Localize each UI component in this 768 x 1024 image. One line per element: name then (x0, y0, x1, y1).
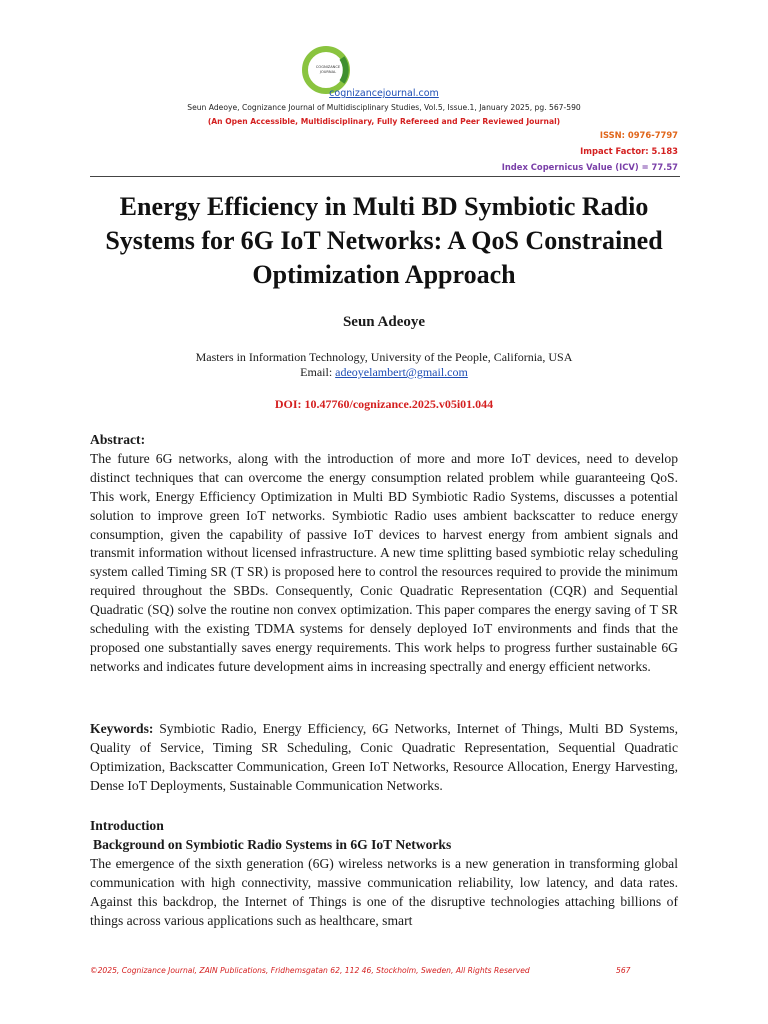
abstract-section (90, 431, 678, 677)
svg-text:JOURNAL: JOURNAL (319, 70, 337, 74)
issn: ISSN: 0976-7797 (599, 130, 678, 140)
paper-title: Energy Efficiency in Multi BD Symbiotic Radio Systems for 6G IoT Networks: A QoS Constrained Optimization Approach (105, 192, 663, 289)
email-label: Email: (300, 365, 333, 379)
page-footer (90, 966, 678, 975)
abstract-text: The future 6G networks, along with the introduction of more and more IoT devices, need to develop distinct techniques that can overcome the energy consumption related problem while guaranteeing QoS. This work, Energy Efficiency Optimization in Multi BD Symbiotic Radio Systems, discusses a potential solution to improve green IoT networks. Symbiotic Radio uses ambient backscatter to reduce energy consumption, given the capability of passive IoT devices to harvest energy from ambient signals and transmit information without licensed infrastructure. A new time splitting based symbiotic relay scheduling system called Timing SR (T SR) is proposed here to control the resources required to provide the minimum required throughout the SBDs. Consequently, Conic Quadratic Representation (CQR) and Sequential Quadratic (SQ) solve the routine non convex optimization. This paper compares the energy saving of T SR scheduling with the existing TDMA systems for densely deployed IoT environments and finds that the proposed one substantially saves energy requirements. This work helps to progress further sustainable 6G networks and indicates future development aims in increasing spectrally and energy efficient networks. (90, 450, 678, 674)
affiliation-block (0, 350, 768, 380)
email-line (0, 365, 768, 380)
citation-line: Seun Adeoye, Cognizance Journal of Multidisciplinary Studies, Vol.5, Issue.1, January 2025, pg. 567-590 (187, 103, 581, 112)
introduction-text: The emergence of the sixth generation (6G) wireless networks is a new generation in transforming global communication with high connectivity, massive communication reliability, low latency, and data rates. Against this backdrop, the Internet of Things is one of the disruptive technologies attaching billions of things across various applications such as healthcare, smart (90, 855, 678, 928)
introduction-section (90, 817, 678, 930)
logo-text: COGNIZANCE (315, 65, 341, 69)
page-number: 567 (616, 966, 631, 975)
icv-value: Index Copernicus Value (ICV) = 77.57 (501, 162, 678, 172)
header-divider (90, 176, 680, 177)
impact-factor: Impact Factor: 5.183 (580, 146, 678, 156)
author-name: Seun Adeoye (342, 314, 426, 330)
introduction-heading: Introduction (90, 818, 164, 833)
journal-logo (302, 46, 360, 94)
keywords-heading: Keywords: (90, 721, 154, 736)
open-access-note: (An Open Accessible, Multidisciplinary, Fully Refereed and Peer Reviewed Journal) (207, 117, 561, 126)
email-link[interactable]: adeoyelambert@gmail.com (335, 365, 468, 379)
doi[interactable]: DOI: 10.47760/cognizance.2025.v05i01.044 (274, 397, 494, 411)
keywords-section (90, 720, 678, 796)
introduction-subheading: Background on Symbiotic Radio Systems in 6G IoT Networks (93, 836, 452, 852)
keywords-text: Symbiotic Radio, Energy Efficiency, 6G Networks, Internet of Things, Multi BD Systems, Quality of Service, Timing SR Scheduling, Conic Quadratic Representation, Sequential Quadratic Optimization, Backscatter Communication, Green IoT Networks, Resource Allocation, Energy Harvesting, Dense IoT Deployments, Sustainable Communication Networks. (90, 721, 678, 793)
affiliation: Masters in Information Technology, University of the People, California, USA (195, 350, 573, 364)
journal-site-link[interactable]: cognizancejournal.com (329, 88, 439, 99)
footer-copyright: ©2025, Cognizance Journal, ZAIN Publications, Fridhemsgatan 62, 112 46, Stockholm, Sweden, All Rights Reserved (90, 966, 530, 975)
abstract-heading: Abstract: (90, 432, 146, 447)
